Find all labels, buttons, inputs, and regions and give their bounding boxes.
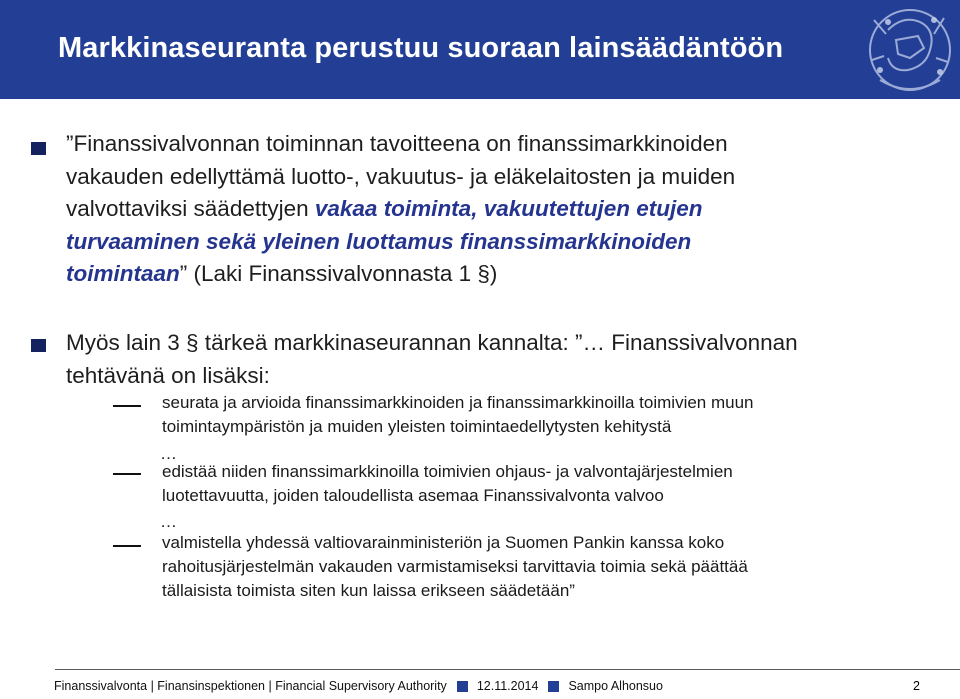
ellipsis: …: [160, 512, 177, 531]
emphasis-text: vakaa toiminta, vakuutettujen etujen: [314, 196, 703, 221]
text-line: luotettavuutta, joiden taloudellista asemaa Finanssivalvonta valvoo: [162, 486, 664, 505]
sub-item-2: [162, 460, 942, 508]
dash-marker: [113, 405, 141, 407]
text-line: vakauden edellyttämä luotto-, vakuutus- ja eläkelaitosten ja muiden: [66, 163, 736, 189]
text-line: tällaisista toimista siten kun laissa erikseen säädetään”: [162, 581, 575, 600]
bullet-marker: [31, 142, 46, 155]
page-number: 2: [913, 679, 920, 693]
sub-item-3: [162, 531, 942, 603]
text-line: Myös lain 3 § tärkeä markkinaseurannan kannalta: ”… Finanssivalvonnan: [66, 330, 798, 355]
dash-marker: [113, 545, 141, 547]
text-line: seurata ja arvioida finanssimarkkinoiden ja finanssimarkkinoilla toimivien muun: [162, 393, 754, 412]
text-line: edistää niiden finanssimarkkinoilla toimivien ohjaus- ja valvontajärjestelmien: [162, 462, 733, 481]
footer: [54, 676, 663, 696]
emphasis-text: toimintaan: [66, 261, 180, 286]
bullet-marker: [31, 339, 46, 352]
dash-marker: [113, 473, 141, 475]
text-line: ”Finanssivalvonnan toiminnan tavoitteena on finanssimarkkinoiden: [66, 131, 728, 156]
ellipsis: …: [160, 444, 177, 463]
footer-org: Finanssivalvonta | Finansinspektionen | Financial Supervisory Authority: [54, 679, 447, 693]
title-bar: [0, 0, 960, 99]
footer-square-icon: [457, 681, 468, 692]
footer-divider: [55, 669, 960, 670]
sub-item-1: [162, 391, 942, 439]
bullet-2-text: [66, 327, 946, 392]
footer-author: Sampo Alhonsuo: [568, 679, 663, 693]
bullet-1-text: [66, 128, 946, 291]
footer-date: 12.11.2014: [476, 679, 539, 693]
slide-title: Markkinaseuranta perustuu suoraan lainsäädäntöön: [58, 32, 784, 64]
text-line: ” (Laki Finanssivalvonnasta 1 §): [179, 261, 498, 286]
text-line: rahoitusjärjestelmän vakauden varmistamiseksi tarvittavia toimia sekä päättää: [162, 557, 748, 576]
finnish-lion-emblem-icon: [858, 0, 960, 99]
text-line: toimintaympäristön ja muiden yleisten toimintaedellytysten kehitystä: [162, 417, 672, 436]
text-line: valmistella yhdessä valtiovarainministeriön ja Suomen Pankin kanssa koko: [162, 533, 725, 552]
emphasis-text: turvaaminen sekä yleinen luottamus finanssimarkkinoiden: [66, 228, 692, 254]
text-line: valvottaviksi säädettyjen: [66, 196, 315, 221]
text-line: tehtävänä on lisäksi:: [66, 362, 270, 388]
footer-square-icon: [548, 681, 559, 692]
